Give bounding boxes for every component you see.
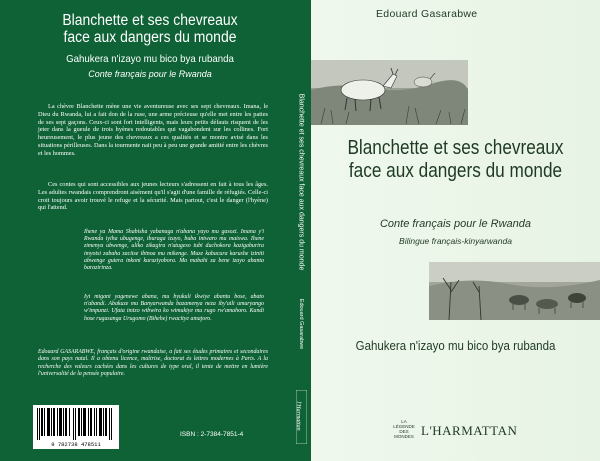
front-title-line2: face aux dangers du monde [348, 160, 563, 182]
back-title-line1: Blanchette et ses chevreaux [62, 12, 238, 29]
publisher-collection: LA LÉGENDE DES MONDES [393, 419, 415, 439]
barcode-digits: 9 782738 478511 [51, 441, 101, 448]
spine-title: Blanchette et ses chevreaux face aux dangers du monde [297, 93, 305, 271]
isbn: ISBN : 2-7384-7851-4 [180, 431, 244, 438]
summary-paragraph-2: Ces contes qui sont accessibles aux jeunes lecteurs s'adressent en fait à tous les âges. Les adultes rwandais comprendront aisément qu'il s'agit d'une famille de réfugiés. Celle-ci croit toujours avoir trouvé le refuge et la sécurité. Mais partout, c'est le danger (l'hyène) qui l'attend. [38, 181, 268, 212]
back-conte-label: Conte français pour le Rwanda [88, 69, 212, 79]
back-title-line2: face aux dangers du monde [63, 29, 237, 46]
back-cover [0, 0, 292, 461]
front-title-line1: Blanchette et ses chevreaux [347, 137, 564, 159]
front-bilingue-label: Bilingue français-kinyarwanda [399, 236, 512, 246]
kinyarwanda-paragraph-2: Iyi migani yagenewe abana, mu byukuli ikwiye abantu bose, abato n'abandi. Abakuze mu Banyarwanda bazamenya neza iby'aili umuryango w'impunzi. Ufata imizo wibwira ko wimukiye mu rugo rw'amahoro. Kandi hose rugasanga Urugomo (Bihehe) rwacitye amajoro. [84, 294, 264, 322]
front-title [333, 137, 578, 183]
back-subtitle: Gahukera n'izayo mu bico bya rubanda [66, 53, 234, 65]
front-conte-label: Conte français pour le Rwanda [379, 218, 532, 230]
kinyarwanda-paragraph-1: Ihene ya Mama Shabisha yabanaga n'abana yayo mu gasozi. Imana y'i Rwanda iyiha ubugenge, iburaga izayo, buba intwaro mu maiswa. Ihene zimenya ubwenge, uliko zikagira n'utugeso tubi duchokora kazigaburira imyotsi zabaha zacitse ibinoa mu mikenge. Muze kabacura karushe iziniti abwenge gutera inkoni kuruziyobora. Ma mabahi za bene izayo abanta barazirinza. [84, 229, 264, 272]
publisher-logo [391, 418, 541, 444]
front-kinyarwanda-title: Gahukera n'izayo mu bico bya rubanda [355, 339, 556, 353]
author-bio: Edouard GASARABWE, français d'origine rwandaise, a fait ses études primaires et secondaires dans son pays natal. Il a obtenu licence, maîtrise, doctorat ès lettres modernes à Paris. A la recherche des valeurs cachées dans les cultures de type oral, il tente de mettre en lumière l'universalité de la pensée populaire. [38, 349, 268, 378]
front-cover [311, 0, 600, 461]
front-author: Edouard Gasarabwe [376, 8, 478, 20]
spine [292, 0, 311, 461]
publisher-name: L'HARMATTAN [421, 423, 518, 438]
back-title [33, 12, 267, 46]
barcode-icon [37, 408, 115, 440]
barcode [33, 405, 119, 449]
spine-logo-text: l'Harmattan [295, 401, 301, 431]
spine-author: Edouard Gasarabwe [298, 298, 304, 350]
summary-paragraph-1: La chèvre Blanchette mène une vie aventureuse avec ses sept chevreaux. Imana, le Dieu du Rwanda, lui a fait don de la ruse, une arme précieuse qu'elle met entre les pattes de ses sept gaçons. Ceux-ci sont fort intelligents, mais leurs petits défauts risquent de les jeter dans la gueule de trois hyènes redoutables qui vagabondent sur les collines. Fort heureusement, le plus jeune des chevreaux a ces qualités et se montre avisé dans les situations périlleuses. Dans la tourmente nait peu à peu une grande amitié entre les chèvres et les hommes. [38, 103, 268, 157]
landscape-illustration-icon [429, 262, 600, 320]
goat-illustration-icon [311, 60, 468, 125]
